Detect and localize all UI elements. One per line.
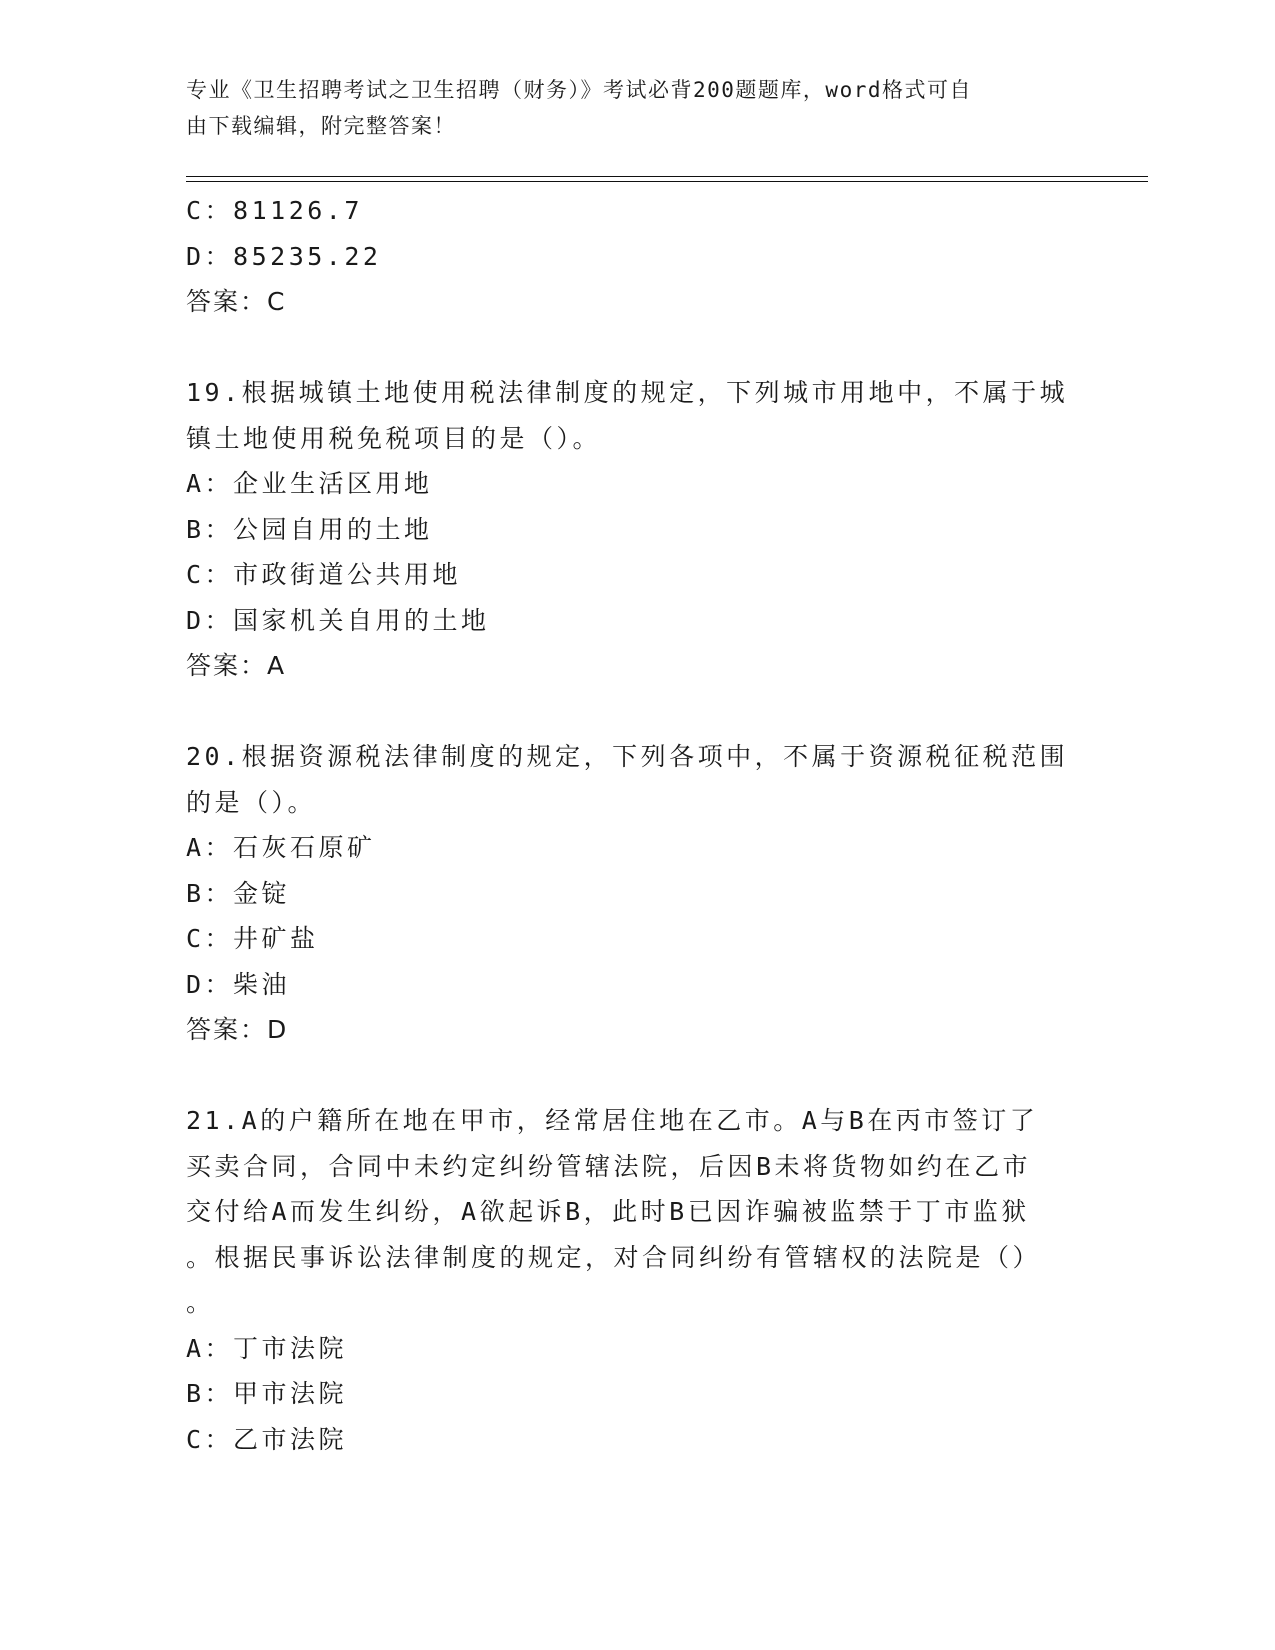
question-stem: 交付给A而发生纠纷，A欲起诉B，此时B已因诈骗被监禁于丁市监狱 <box>186 1197 1030 1226</box>
option-a: A：石灰石原矿 <box>186 833 376 862</box>
question-stem: 买卖合同，合同中未约定纠纷管辖法院，后因B未将货物如约在乙市 <box>186 1151 1032 1181</box>
option-d: D：国家机关自用的土地 <box>186 605 490 635</box>
answer-label: 答案：C <box>186 287 287 316</box>
question-stem: 21.A的户籍所在地在甲市，经常居住地在乙市。A与B在丙市签订了 <box>186 1106 1039 1135</box>
question-list <box>186 188 1086 1462</box>
spacer <box>186 325 1086 371</box>
option-b: B：金锭 <box>186 878 291 908</box>
document-header <box>186 72 1066 144</box>
option-a: A：企业生活区用地 <box>186 469 433 498</box>
question-19 <box>186 370 1086 689</box>
question-stem: 的是（）。 <box>186 787 317 817</box>
question-20 <box>186 734 1086 1053</box>
option-c: C：市政街道公共用地 <box>186 560 462 589</box>
question-21 <box>186 1098 1086 1462</box>
option-b: B：公园自用的土地 <box>186 514 433 544</box>
question-stem: 20.根据资源税法律制度的规定，下列各项中，不属于资源税征税范围 <box>186 742 1069 771</box>
header-line-2: 由下载编辑，附完整答案！ <box>186 114 456 138</box>
header-divider-bottom <box>186 181 1148 182</box>
question-18-tail <box>186 188 1086 325</box>
question-stem: 19.根据城镇土地使用税法律制度的规定，下列城市用地中，不属于城 <box>186 378 1069 407</box>
answer-label: 答案：D <box>186 1015 289 1044</box>
answer-label: 答案：A <box>186 651 287 680</box>
question-stem: 。 <box>186 1288 215 1317</box>
option-c: C：乙市法院 <box>186 1424 348 1454</box>
option-a: A：丁市法院 <box>186 1333 348 1363</box>
option-d: D：85235.22 <box>186 241 382 271</box>
question-stem: 镇土地使用税免税项目的是（）。 <box>186 423 602 453</box>
option-d: D：柴油 <box>186 969 291 999</box>
question-stem: 。根据民事诉讼法律制度的规定，对合同纠纷有管辖权的法院是（） <box>186 1242 1042 1272</box>
option-b: B：甲市法院 <box>186 1379 348 1408</box>
option-c: C：井矿盐 <box>186 924 319 953</box>
header-divider-top <box>186 176 1148 177</box>
spacer <box>186 1053 1086 1099</box>
option-c: C：81126.7 <box>186 196 363 225</box>
header-line-1: 专业《卫生招聘考试之卫生招聘（财务）》考试必背200题题库，word格式可自 <box>186 78 972 102</box>
spacer <box>186 689 1086 735</box>
